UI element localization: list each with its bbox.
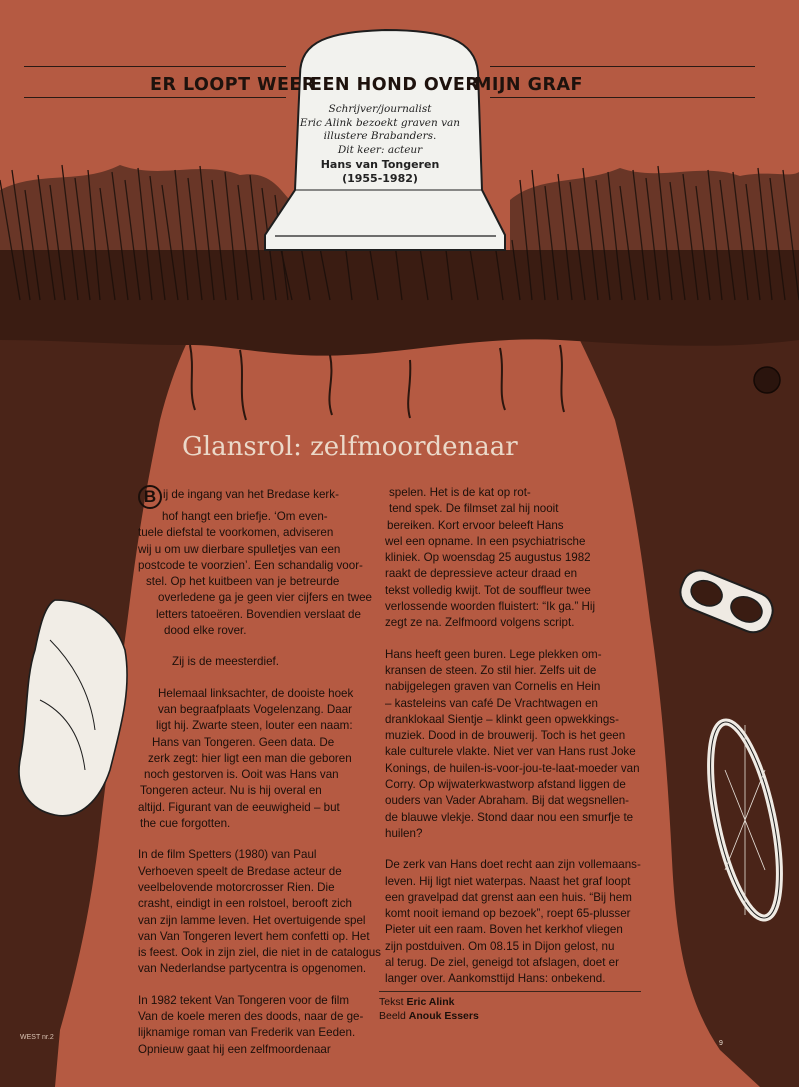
article-credits <box>379 991 641 1023</box>
text-line: Helemaal linksachter, de dooiste hoek <box>158 686 354 700</box>
text-line: tuele diefstal te voorkomen, adviseren <box>138 526 334 540</box>
text-line: leven. Hij ligt niet waterpas. Naast het graf loopt <box>385 874 631 888</box>
text-line: In 1982 tekent Van Tongeren voor de film <box>138 993 349 1007</box>
credit-label: Beeld <box>379 1010 406 1022</box>
text-line: the cue forgotten. <box>140 817 231 831</box>
paragraph <box>138 847 381 977</box>
paragraph <box>385 857 655 987</box>
text-line: van Nederlandse partycentra is opgenomen. <box>138 962 367 976</box>
text-line: tekst volledig kwijt. Tot de souffleur twee <box>385 583 591 597</box>
text-line: In de film Spetters (1980) van Paul <box>138 848 317 862</box>
text-line: al terug. De ziel, geneigd tot afslagen, doet er <box>385 956 619 970</box>
credit-author: Eric Alink <box>406 996 455 1008</box>
series-header <box>0 66 799 106</box>
text-line: dranklokaal Sientje – klinkt geen opwekkings- <box>385 712 619 726</box>
text-line: muziek. Dood in de brouwerij. Toch is het geen <box>385 729 626 743</box>
text-line: een gravelpad dat grenst aan een huis. “Bij hem <box>385 890 632 904</box>
intro-line: Schrijver/journalist <box>328 103 432 115</box>
text-line: Konings, de huilen-is-voor-jou-te-laat-moeder van <box>385 761 640 775</box>
text-line: van Van Tongeren levert hem confetti op. Het <box>138 929 370 943</box>
text-line: huilen? <box>385 826 423 840</box>
article-column-right <box>385 485 655 988</box>
series-title-part2: EEN HOND OVER <box>310 75 480 95</box>
text-line: zegt ze na. Zelfmoord volgens script. <box>385 616 575 630</box>
text-line: letters tatoeëren. Bovendien verslaat de <box>156 607 361 621</box>
paragraph <box>138 654 373 670</box>
text-line: crasht, eindigt in een rolstoel, berooft zich <box>138 897 352 911</box>
text-line: veelbelovende motorcrosser Rien. Die <box>138 880 335 894</box>
subject-name: Hans van Tongeren <box>320 158 440 171</box>
text-line: hof hangt een briefje. ‘Om even- <box>162 510 328 523</box>
subject-dates: (1955-1982) <box>342 171 418 185</box>
text-line: De zerk van Hans doet recht aan zijn vollemaans- <box>385 858 641 872</box>
paragraph <box>385 647 655 843</box>
text-line: ij de ingang van het Bredase kerk- <box>163 488 339 501</box>
text-line: verlossende woorden fluistert: “Ik ga.” Hij <box>385 600 596 614</box>
text-line: Pieter uit een raam. Boven het kerkhof vliegen <box>385 923 623 937</box>
text-line-first <box>138 485 373 509</box>
drop-cap: B <box>138 485 162 509</box>
text-line: – kasteleins van café De Vrachtwagen en <box>385 696 598 710</box>
text-line: dood elke rover. <box>164 624 247 638</box>
text-line: is feest. Ook in zijn ziel, die niet in de catalogus <box>138 946 381 960</box>
text-line: Opnieuw gaat hij een zelfmoordenaar <box>138 1042 331 1056</box>
text-line: noch gestorven is. Ooit was Hans van <box>144 768 339 782</box>
paragraph <box>138 686 373 833</box>
text-line: tend spek. De filmset zal hij nooit <box>389 502 559 516</box>
paragraph <box>385 485 655 632</box>
text-line: overledene ga je geen vier cijfers en twee <box>158 591 372 605</box>
magazine-folio: WEST nr.2 <box>20 1034 54 1041</box>
text-line: kliniek. Op woensdag 25 augustus 1982 <box>385 551 591 565</box>
article-headline: Glansrol: zelfmoordenaar <box>182 432 518 462</box>
paragraph <box>138 485 373 639</box>
text-line: kransen de steen. Zo stil hier. Zelfs uit de <box>385 663 597 677</box>
text-line: postcode te voorzien’. Een schandalig voor- <box>138 558 363 572</box>
text-line: zijn postduiven. Om 08.15 in Dijon gelost, nu <box>385 939 615 953</box>
text-line: bereiken. Kort ervoor beleeft Hans <box>387 518 564 532</box>
series-title-part1: ER LOOPT WEER <box>150 75 316 95</box>
text-line: de blauwe vlekje. Stond daar nou een smurfje te <box>385 810 634 824</box>
credit-label: Tekst <box>379 996 404 1008</box>
paragraph <box>138 993 373 1058</box>
text-line: altijd. Figurant van de eeuwigheid – but <box>138 800 340 814</box>
text-line: Van de koele meren des doods, naar de ge- <box>138 1010 364 1024</box>
text-line: wel een opname. In een psychiatrische <box>385 534 586 548</box>
text-line: Corry. Op wijwaterkwastworp afstand liggen de <box>385 778 626 792</box>
text-line: wij u om uw dierbare spulletjes van een <box>138 542 341 556</box>
tombstone-intro <box>286 103 474 185</box>
intro-line: illustere Brabanders. <box>323 130 437 142</box>
series-title-part3: MIJN GRAF <box>474 75 584 95</box>
text-line: Hans heeft geen buren. Lege plekken om- <box>385 647 602 661</box>
text-line: komt nooit iemand op bezoek”, roept 65-plusser <box>385 907 631 921</box>
text-line: zerk zegt: hier ligt een man die geboren <box>148 751 352 765</box>
text-line: kale culturele vlakte. Niet ver van Hans rust Joke <box>385 745 636 759</box>
article-column-left <box>138 485 381 1058</box>
text-line: ligt hij. Zwarte steen, louter een naam: <box>156 719 353 733</box>
text-line: spelen. Het is de kat op rot- <box>389 486 531 499</box>
credit-text <box>379 995 641 1009</box>
credit-illustrator: Anouk Essers <box>408 1010 479 1022</box>
text-line: van zijn lamme leven. Het overtuigende spel <box>138 913 366 927</box>
text-line: Tongeren acteur. Nu is hij overal en <box>140 784 322 798</box>
text-line: van begraafplaats Vogelenzang. Daar <box>158 702 353 716</box>
intro-line: Eric Alink bezoekt graven van <box>299 116 461 129</box>
credit-image <box>379 1009 641 1023</box>
text-line: stel. Op het kuitbeen van je betreurde <box>146 575 340 589</box>
page-number: 9 <box>719 1040 723 1047</box>
text-line: Hans van Tongeren. Geen data. De <box>152 735 335 749</box>
text-line: ouders van Vader Abraham. Bij dat wegsnellen- <box>385 794 630 808</box>
intro-line: Dit keer: acteur <box>337 143 423 156</box>
text-line: raakt de depressieve acteur draad en <box>385 567 578 581</box>
text-line: Zij is de meesterdief. <box>172 655 279 669</box>
text-line: nabijgelegen graven van Cornelis en Hein <box>385 680 601 694</box>
text-line: langer over. Aankomsttijd Hans: onbekend. <box>385 972 606 986</box>
text-line: lijknamige roman van Frederik van Eeden. <box>138 1026 356 1040</box>
text-line: Verhoeven speelt de Bredase acteur de <box>138 864 342 878</box>
